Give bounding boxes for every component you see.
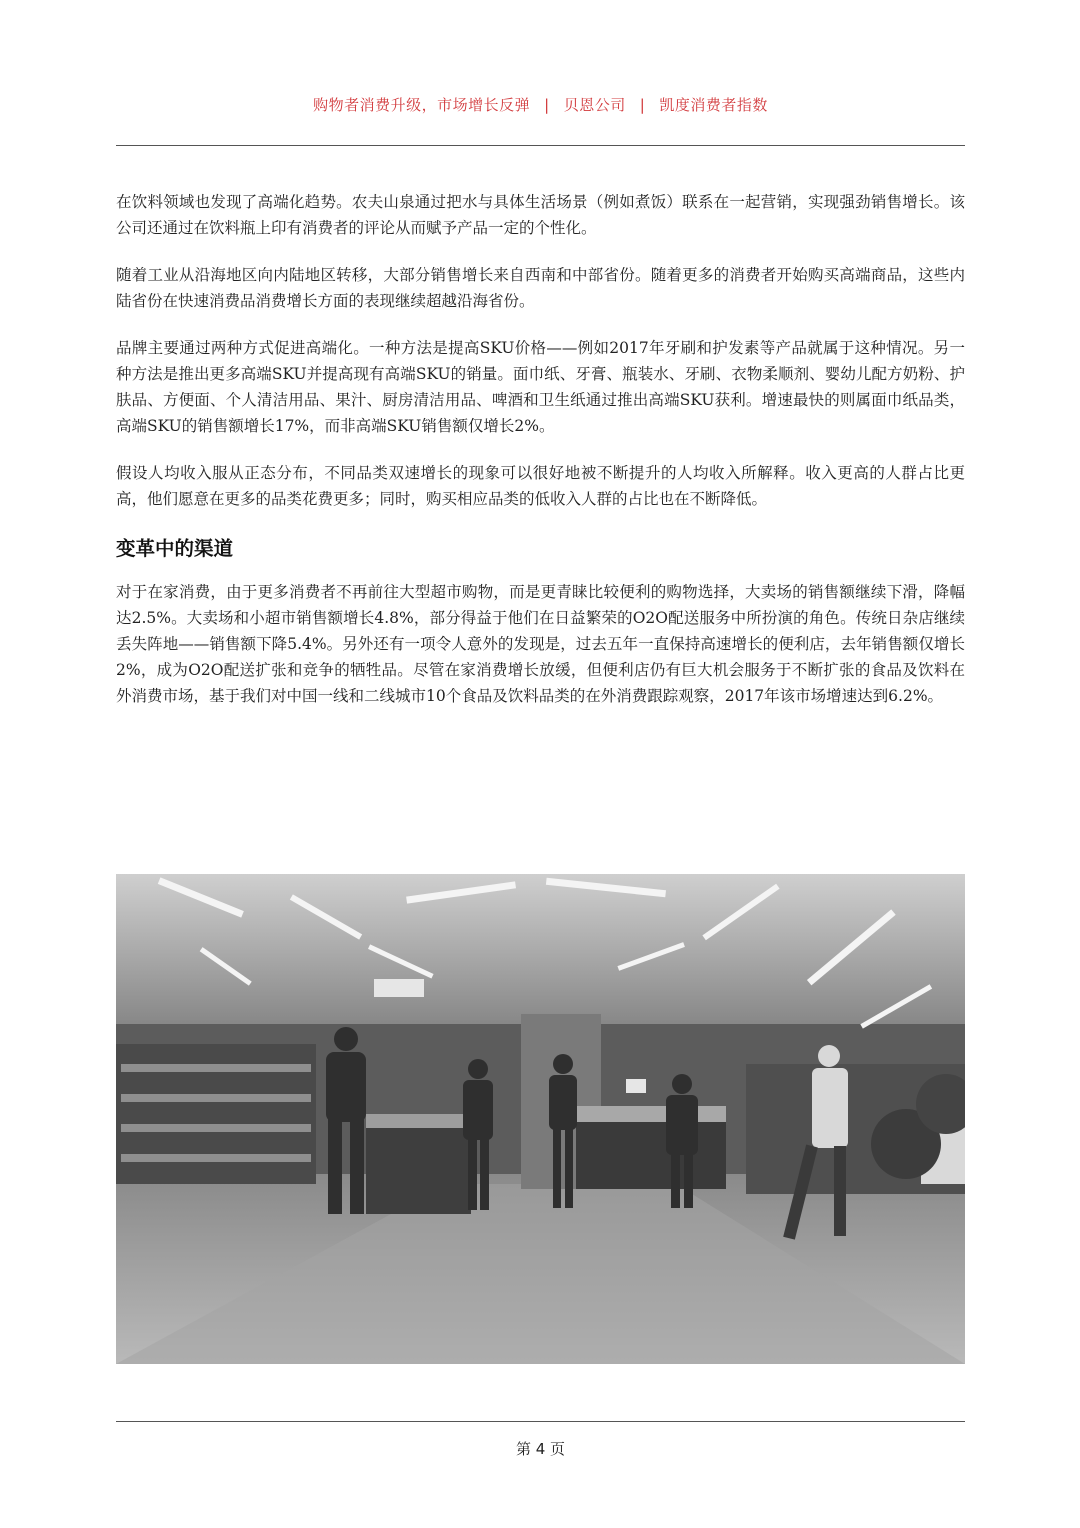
- header-index: 凯度消费者指数: [659, 96, 768, 114]
- paragraph: 随着工业从沿海地区向内陆地区转移，大部分销售增长来自西南和中部省份。随着更多的消费者开始购买高端商品，这些内陆省份在快速消费品消费增长方面的表现继续超越沿海省份。: [116, 266, 965, 310]
- page-number: 第 4 页: [515, 1440, 566, 1458]
- header-rule: [116, 145, 965, 146]
- header-separator: |: [544, 96, 550, 114]
- body-text: [116, 189, 965, 730]
- section-heading: 变革中的渠道: [116, 537, 234, 560]
- footer-rule: [116, 1421, 965, 1422]
- header-separator: |: [639, 96, 646, 114]
- supermarket-photo: [116, 874, 965, 1364]
- paragraph: 在饮料领域也发现了高端化趋势。农夫山泉通过把水与具体生活场景（例如煮饭）联系在一起营销，实现强劲销售增长。该公司还通过在饮料瓶上印有消费者的评论从而赋予产品一定的个性化。: [116, 193, 965, 237]
- running-header: [116, 94, 965, 115]
- header-title: 购物者消费升级，市场增长反弹: [313, 96, 531, 114]
- header-company: 贝恩公司: [563, 96, 626, 114]
- paragraph: 假设人均收入服从正态分布，不同品类双速增长的现象可以很好地被不断提升的人均收入所解释。收入更高的人群占比更高，他们愿意在更多的品类花费更多；同时，购买相应品类的低收入人群的占比也在不断降低。: [116, 464, 965, 508]
- paragraph: 品牌主要通过两种方式促进高端化。一种方法是提高SKU价格——例如2017年牙刷和护发素等产品就属于这种情况。另一种方法是推出更多高端SKU并提高现有高端SKU的销量。面巾纸、牙膏、瓶装水、牙刷、衣物柔顺剂、婴幼儿配方奶粉、护肤品、方便面、个人清洁用品、果汁、厨房清洁用品、啤酒和卫生纸通过推出高端SKU获利。增速最快的则属面巾纸品类，高端SKU的销售额增长17%，而非高端SKU销售额仅增长2%。: [116, 339, 965, 435]
- paragraph: 对于在家消费，由于更多消费者不再前往大型超市购物，而是更青睐比较便利的购物选择，大卖场的销售额继续下滑，降幅达2.5%。大卖场和小超市销售额增长4.8%，部分得益于他们在日益繁荣的O2O配送服务中所扮演的角色。传统日杂店继续丢失阵地——销售额下降5.4%。另外还有一项令人意外的发现是，过去五年一直保持高速增长的便利店，去年销售额仅增长2%，成为O2O配送扩张和竞争的牺牲品。尽管在家消费增长放缓，但便利店仍有巨大机会服务于不断扩张的食品及饮料在外消费市场，基于我们对中国一线和二线城市10个食品及饮料品类的在外消费跟踪观察，2017年该市场增速达到6.2%。: [116, 583, 965, 705]
